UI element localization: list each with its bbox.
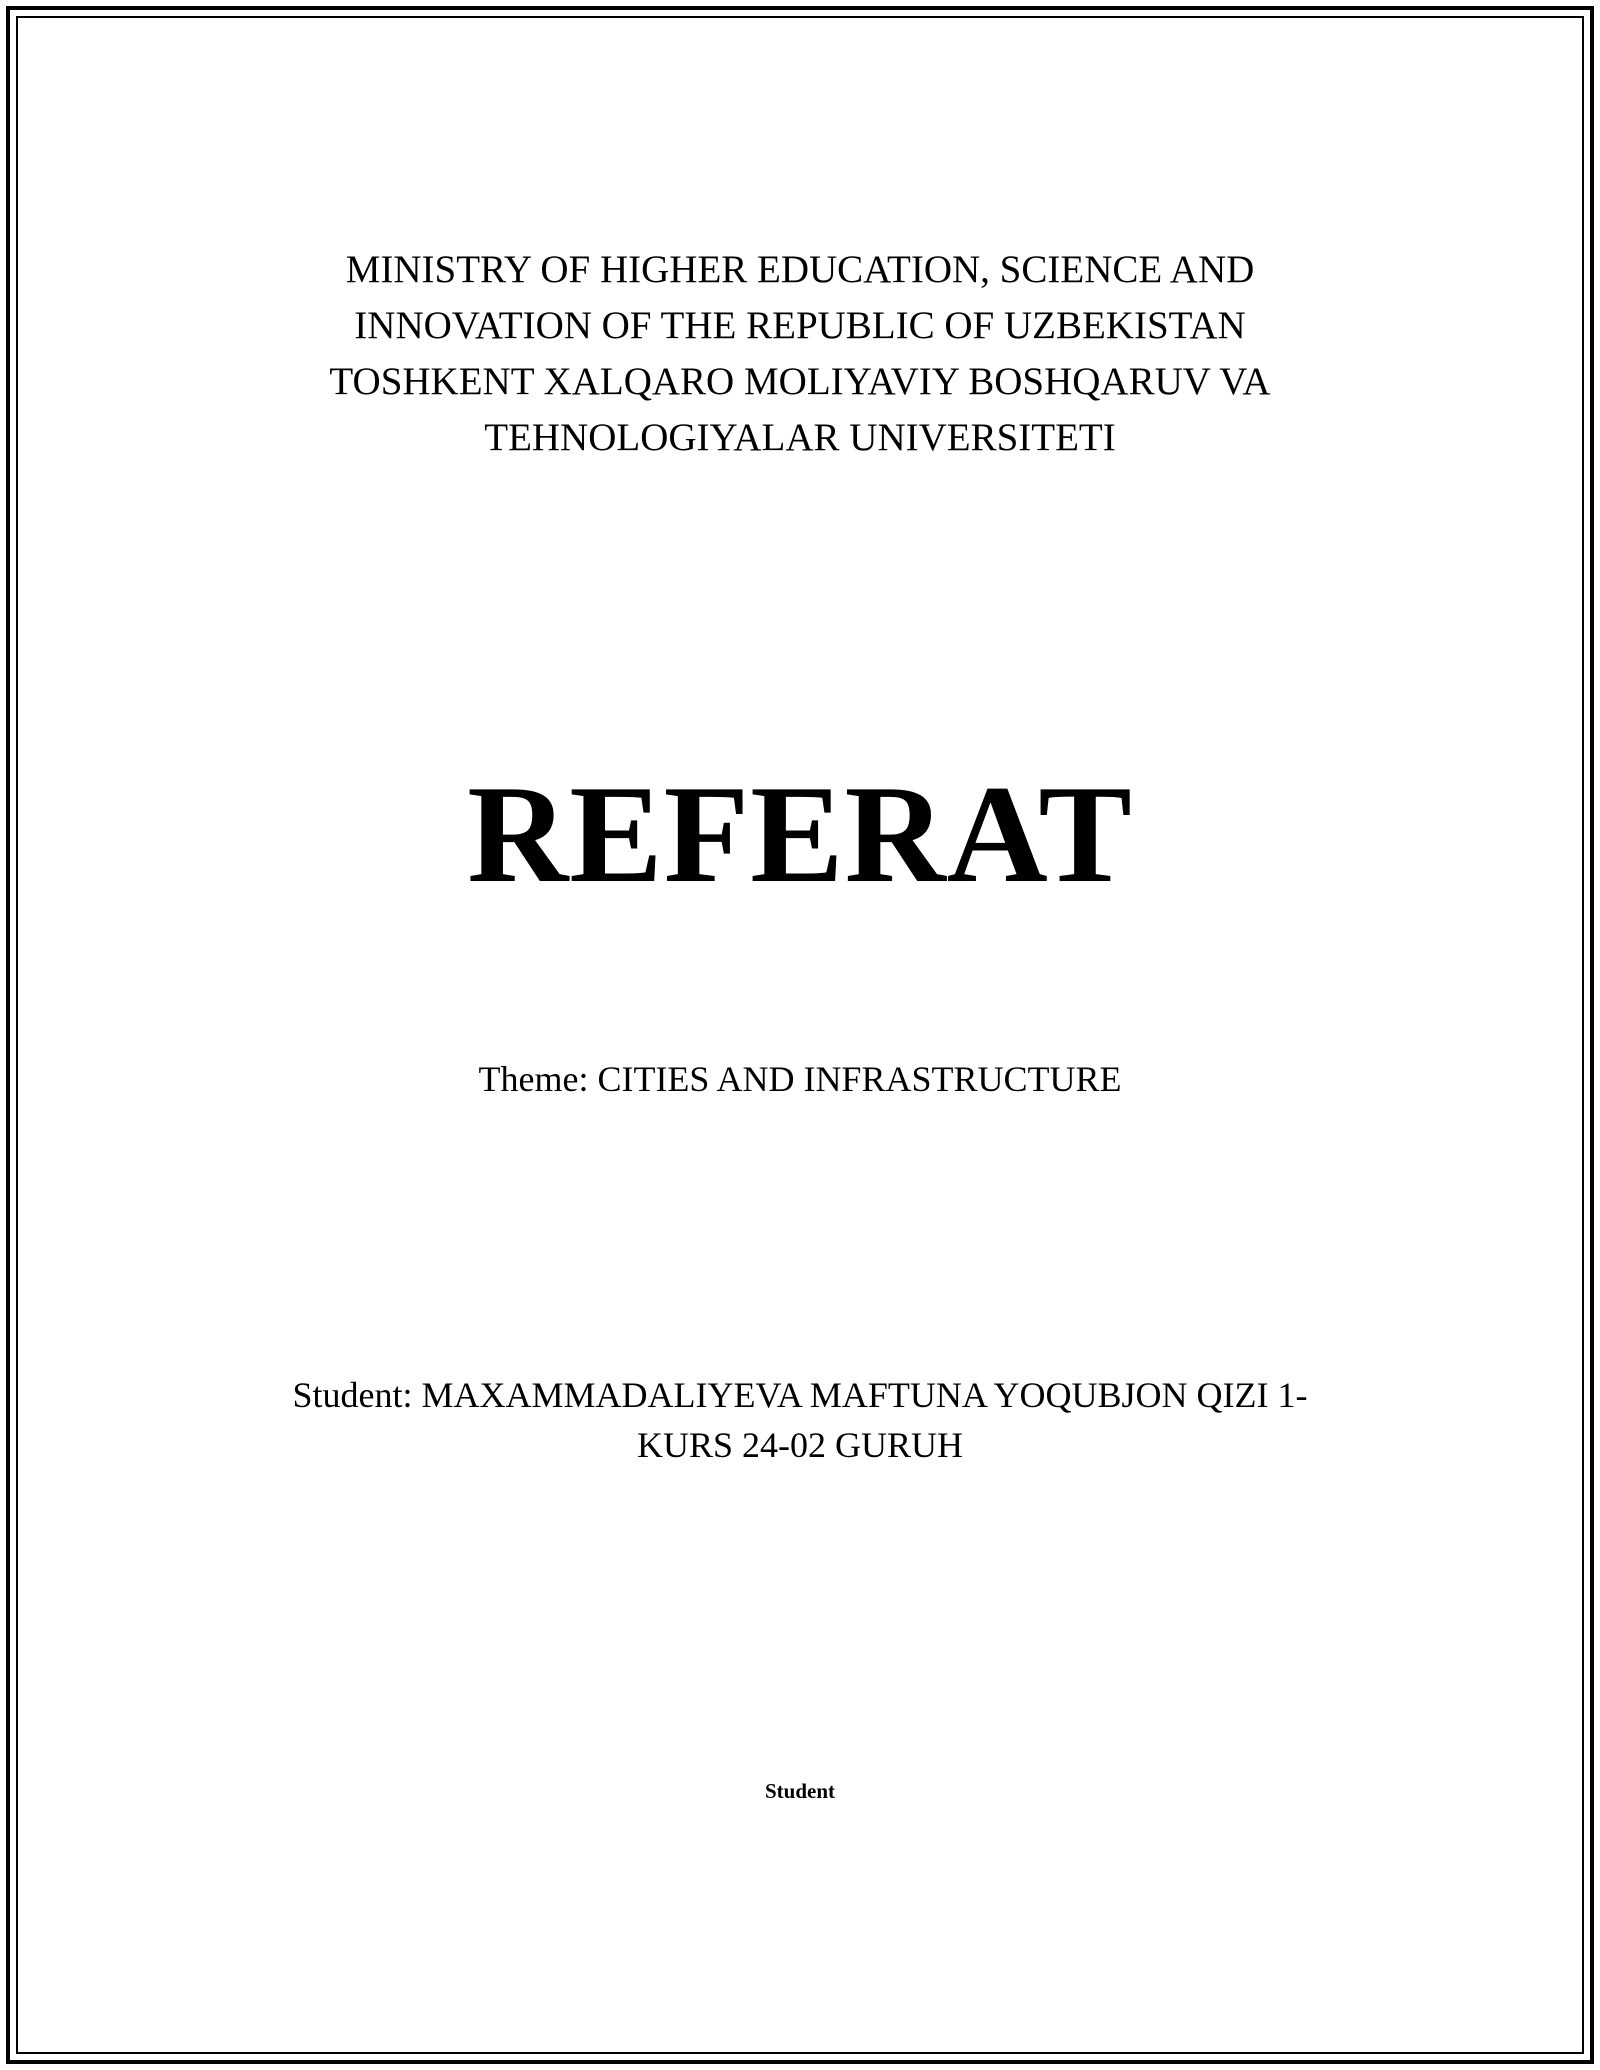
- institution-header: [0, 242, 1600, 466]
- header-line: MINISTRY OF HIGHER EDUCATION, SCIENCE AND: [345, 248, 1255, 291]
- document-title: REFERAT: [467, 757, 1133, 912]
- document-theme: Theme: CITIES AND INFRASTRUCTURE: [478, 1059, 1122, 1099]
- header-line: TEHNOLOGIYALAR UNIVERSITETI: [484, 416, 1116, 459]
- footer-student-label: Student: [764, 1779, 836, 1803]
- student-line: Student: MAXAMMADALIYEVA MAFTUNA YOQUBJON QIZI 1-: [292, 1375, 1308, 1415]
- header-line: TOSHKENT XALQARO MOLIYAVIY BOSHQARUV VA: [329, 360, 1271, 403]
- student-info: [0, 1370, 1600, 1470]
- header-line: INNOVATION OF THE REPUBLIC OF UZBEKISTAN: [354, 304, 1246, 347]
- student-line: KURS 24-02 GURUH: [636, 1425, 964, 1465]
